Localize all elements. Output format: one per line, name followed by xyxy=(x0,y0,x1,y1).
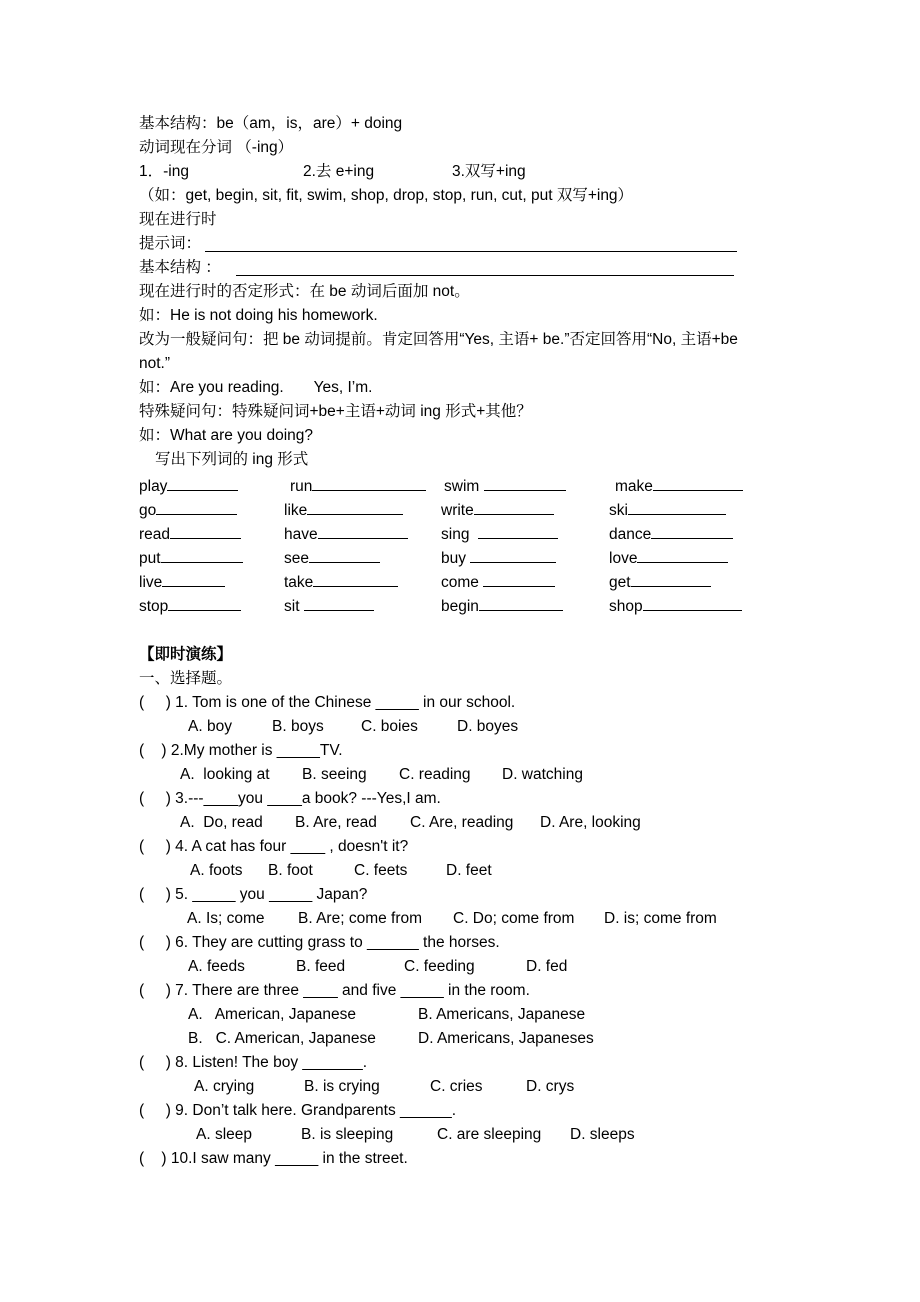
word-answer-blank[interactable] xyxy=(628,500,726,515)
question-example: 如：Are you reading. Yes, I’m. xyxy=(139,379,373,396)
word-item xyxy=(441,596,563,617)
word-label: ski xyxy=(609,502,628,519)
word-item xyxy=(441,500,554,521)
word-answer-blank[interactable] xyxy=(168,596,241,611)
word-answer-blank[interactable] xyxy=(161,548,243,563)
word-label: begin xyxy=(441,598,479,615)
double-examples: （如：get, begin, sit, fit, swim, shop, drop, stop, run, cut, put 双写+ing） xyxy=(139,187,634,204)
word-answer-blank[interactable] xyxy=(651,524,733,539)
word-item xyxy=(284,500,403,521)
word-answer-blank[interactable] xyxy=(309,548,380,563)
word-item xyxy=(290,476,426,497)
word-item xyxy=(609,596,742,617)
word-answer-blank[interactable] xyxy=(307,500,403,515)
word-label: sit xyxy=(284,598,304,615)
answer-option[interactable]: C. Are, reading xyxy=(410,814,514,831)
question-rule-2: not.” xyxy=(139,355,171,372)
word-label: play xyxy=(139,478,168,495)
word-label: get xyxy=(609,574,631,591)
hint-label: 提示词： xyxy=(139,235,202,252)
question-text: ( ) 1. Tom is one of the Chinese _____ in our school. xyxy=(139,694,516,711)
word-label: stop xyxy=(139,598,169,615)
answer-option[interactable]: B. is crying xyxy=(304,1078,380,1095)
wh-rule: 特殊疑问句：特殊疑问词+be+主语+动词 ing 形式+其他？ xyxy=(139,403,532,420)
answer-option[interactable]: A. boy xyxy=(188,718,232,735)
tense-name: 现在进行时 xyxy=(139,211,217,228)
word-label: go xyxy=(139,502,157,519)
word-answer-blank[interactable] xyxy=(170,524,241,539)
word-item xyxy=(609,548,728,569)
negative-example: 如：He is not doing his homework. xyxy=(139,307,378,324)
answer-option[interactable]: C. cries xyxy=(430,1078,483,1095)
answer-option[interactable]: A. feeds xyxy=(188,958,245,975)
word-item xyxy=(284,572,398,593)
answer-option[interactable]: C. reading xyxy=(399,766,471,783)
word-item xyxy=(284,524,408,545)
answer-option[interactable]: A. sleep xyxy=(196,1126,253,1143)
word-item xyxy=(284,596,374,617)
wh-example: 如：What are you doing? xyxy=(139,427,314,444)
word-item xyxy=(441,572,555,593)
question-text: ( ) 9. Don’t talk here. Grandparents ______. xyxy=(139,1102,457,1119)
answer-option[interactable]: A. crying xyxy=(194,1078,255,1095)
word-label: come xyxy=(441,574,484,591)
word-label: shop xyxy=(609,598,643,615)
word-answer-blank[interactable] xyxy=(474,500,554,515)
word-item xyxy=(444,476,566,497)
word-label: live xyxy=(139,574,163,591)
word-answer-blank[interactable] xyxy=(643,596,742,611)
answer-option[interactable]: A. foots xyxy=(190,862,243,879)
answer-option[interactable]: C. are sleeping xyxy=(437,1126,542,1143)
word-item xyxy=(609,500,726,521)
answer-option[interactable]: D. Are, looking xyxy=(540,814,641,831)
word-label: put xyxy=(139,550,161,567)
answer-option[interactable]: D. sleeps xyxy=(570,1126,635,1143)
word-answer-blank[interactable] xyxy=(304,596,374,611)
answer-option[interactable]: C. feeding xyxy=(404,958,475,975)
rule-3: 3.双写+ing xyxy=(452,163,526,180)
structure-line: 基本结构：be（am，is，are）+ doing xyxy=(139,115,403,132)
answer-option[interactable]: B. is sleeping xyxy=(301,1126,394,1143)
answer-option[interactable]: B. seeing xyxy=(302,766,367,783)
answer-option[interactable]: D. fed xyxy=(526,958,568,975)
answer-option[interactable]: B. Are, read xyxy=(295,814,377,831)
answer-option[interactable]: D. is; come from xyxy=(604,910,717,927)
question-text: ( ) 8. Listen! The boy _______. xyxy=(139,1054,368,1071)
answer-option[interactable]: B. boys xyxy=(272,718,324,735)
word-item xyxy=(441,524,558,545)
word-answer-blank[interactable] xyxy=(318,524,408,539)
word-item xyxy=(609,572,711,593)
word-label: sing xyxy=(441,526,479,543)
word-label: dance xyxy=(609,526,652,543)
word-item xyxy=(139,596,241,617)
word-label: have xyxy=(284,526,318,543)
word-answer-blank[interactable] xyxy=(483,572,555,587)
word-answer-blank[interactable] xyxy=(162,572,225,587)
word-label: make xyxy=(615,478,653,495)
word-label: take xyxy=(284,574,314,591)
answer-option[interactable]: D. boyes xyxy=(457,718,519,735)
answer-option[interactable]: B. foot xyxy=(268,862,313,879)
answer-option[interactable]: C. boies xyxy=(361,718,418,735)
hint-blank[interactable] xyxy=(205,250,737,252)
practice-section: 一、选择题。 xyxy=(139,670,233,687)
answer-option[interactable]: A. looking at xyxy=(180,766,270,783)
participle-title: 动词现在分词 （-ing） xyxy=(139,139,294,156)
answer-option[interactable]: D. crys xyxy=(526,1078,575,1095)
word-answer-blank[interactable] xyxy=(478,524,558,539)
answer-option[interactable]: D. watching xyxy=(502,766,583,783)
word-label: write xyxy=(441,502,474,519)
answer-option[interactable]: A. Is; come xyxy=(187,910,265,927)
question-text: ( ) 7. There are three ____ and five _____ in the room. xyxy=(139,982,530,999)
word-item xyxy=(441,548,556,569)
word-item xyxy=(139,548,243,569)
word-label: like xyxy=(284,502,308,519)
question-text: ( ) 3.---____you ____a book? ---Yes,I am. xyxy=(139,790,441,807)
word-item xyxy=(139,500,237,521)
word-item xyxy=(615,476,743,497)
question-text: ( ) 2.My mother is _____TV. xyxy=(139,742,343,759)
answer-option[interactable]: B. Are; come from xyxy=(298,910,423,927)
answer-option[interactable]: C. feets xyxy=(354,862,408,879)
structure-label: 基本结构 ： xyxy=(139,259,221,276)
word-label: buy xyxy=(441,550,471,567)
question-text: ( ) 6. They are cutting grass to ______ the horses. xyxy=(139,934,500,951)
question-text: ( ) 4. A cat has four ____ , doesn't it? xyxy=(139,838,409,855)
word-label: love xyxy=(609,550,638,567)
answer-option[interactable]: A. Do, read xyxy=(180,814,263,831)
answer-option[interactable]: B. feed xyxy=(296,958,346,975)
word-answer-blank[interactable] xyxy=(631,572,711,587)
word-item xyxy=(139,572,225,593)
word-answer-blank[interactable] xyxy=(479,596,563,611)
rule-2: 2.去 e+ing xyxy=(303,163,375,180)
word-answer-blank[interactable] xyxy=(167,476,238,491)
word-answer-blank[interactable] xyxy=(470,548,556,563)
answer-option[interactable]: D. feet xyxy=(446,862,492,879)
word-label: read xyxy=(139,526,171,543)
word-label: see xyxy=(284,550,309,567)
word-answer-blank[interactable] xyxy=(653,476,743,491)
word-answer-blank[interactable] xyxy=(637,548,728,563)
question-text: ( ) 10.I saw many _____ in the street. xyxy=(139,1150,408,1167)
word-item xyxy=(609,524,733,545)
word-item xyxy=(139,524,241,545)
answer-option[interactable]: B. Americans, Japanese xyxy=(418,1006,586,1023)
rule-1: 1．-ing xyxy=(139,163,189,180)
structure-blank[interactable] xyxy=(236,274,734,276)
answer-option[interactable]: A. American, Japanese xyxy=(188,1006,357,1023)
negative-rule: 现在进行时的否定形式：在 be 动词后面加 not。 xyxy=(139,283,470,300)
word-answer-blank[interactable] xyxy=(484,476,566,491)
word-answer-blank[interactable] xyxy=(156,500,237,515)
answer-option[interactable]: D. Americans, Japaneses xyxy=(418,1030,594,1047)
word-answer-blank[interactable] xyxy=(313,572,398,587)
answer-option[interactable]: B. C. American, Japanese xyxy=(188,1030,376,1047)
word-answer-blank[interactable] xyxy=(312,476,426,491)
word-label: swim xyxy=(444,478,484,495)
question-text: ( ) 5. _____ you _____ Japan? xyxy=(139,886,368,903)
word-label: run xyxy=(290,478,313,495)
practice-heading: 【即时演练】 xyxy=(139,646,233,663)
word-item xyxy=(139,476,238,497)
question-rule-1: 改为一般疑问句：把 be 动词提前。肯定回答用“Yes, 主语+ be.”否定回答用“No, 主语+be xyxy=(139,331,738,348)
word-item xyxy=(284,548,380,569)
exercise-title: 写出下列词的 ing 形式 xyxy=(155,451,309,468)
answer-option[interactable]: C. Do; come from xyxy=(453,910,575,927)
